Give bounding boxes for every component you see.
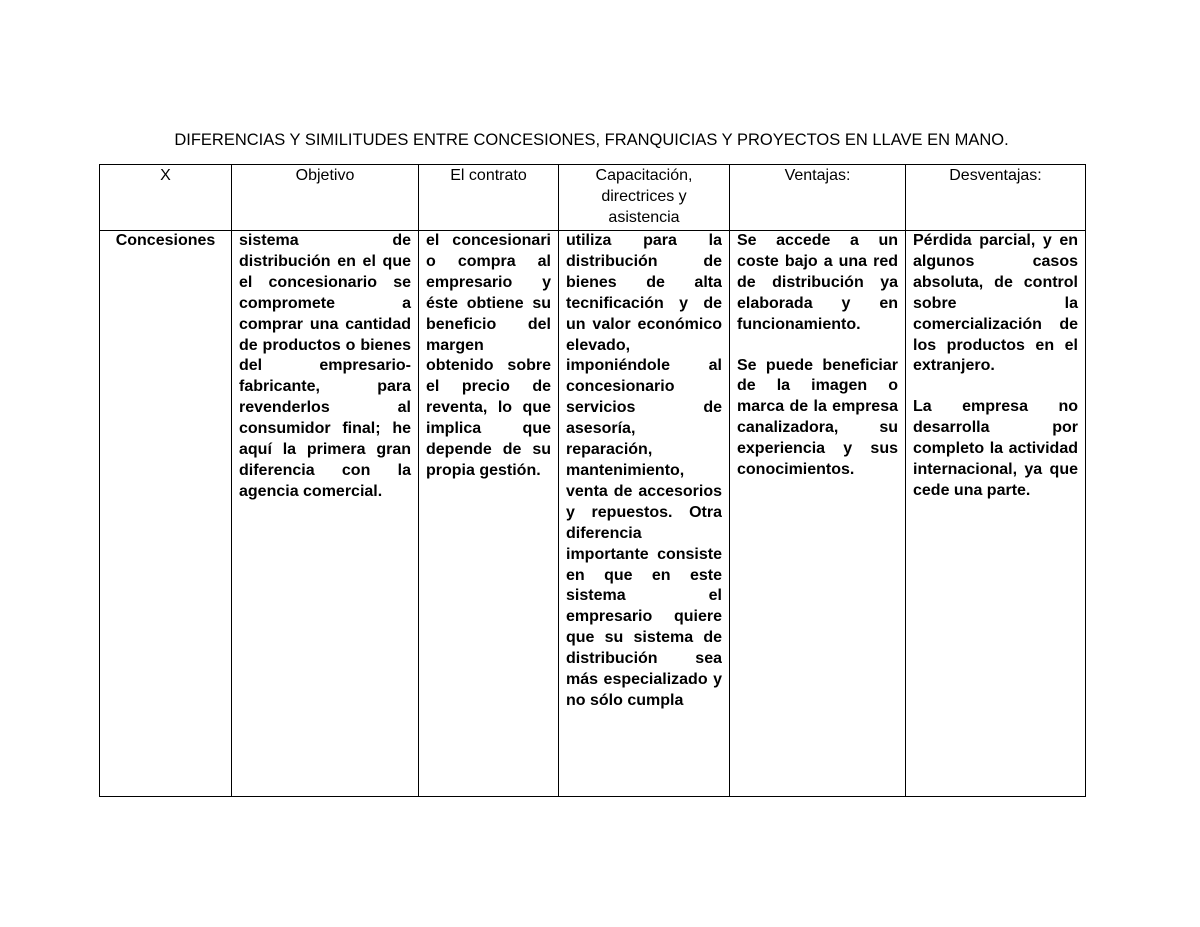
- cell-capacitacion: [559, 231, 730, 797]
- document-title: DIFERENCIAS Y SIMILITUDES ENTRE CONCESIONES, FRANQUICIAS Y PROYECTOS EN LLAVE EN MANO.: [174, 131, 1009, 149]
- desventajas-paragraph-1: Pérdida parcial, y en algunos casos absoluta, de control sobre la comercialización de los productos en el extranjero.: [913, 232, 1078, 375]
- cell-desventajas: [906, 231, 1086, 797]
- header-desventajas: Desventajas:: [906, 165, 1086, 231]
- table-header-row: [100, 165, 1086, 231]
- desventajas-paragraph-2: La empresa no desarrolla por completo la actividad internacional, ya que cede una parte.: [913, 398, 1078, 499]
- header-ventajas: Ventajas:: [730, 165, 906, 231]
- header-x: X: [100, 165, 232, 231]
- comparison-table: [99, 164, 1086, 797]
- header-objetivo: Objetivo: [232, 165, 419, 231]
- ventajas-paragraph-2: Se puede beneficiar de la imagen o marca de la empresa canalizadora, su experiencia y sus conocimientos.: [737, 356, 898, 479]
- cell-contrato: el concesionari o compra al empresario y éste obtiene su beneficio del margen obtenido sobre el precio de reventa, lo que implica que depende de su propia gestión.: [419, 231, 559, 797]
- cell-ventajas: [730, 231, 906, 797]
- capacitacion-text: utiliza para la distribución de bienes de alta tecnificación y de un valor económico elevado, imponiéndole al concesionario servicios de asesoría, reparación, mantenimiento, venta de accesorios y repuestos. Otra diferencia importante consiste en que en este sistema el empresario quiere que su sistema de distribución sea más especializado y no sólo cumpla: [566, 232, 722, 709]
- table-row: [100, 231, 1086, 797]
- ventajas-paragraph-1: Se accede a un coste bajo a una red de distribución ya elaborada y en funcionamiento.: [737, 232, 898, 333]
- header-capacitacion: Capacitación, directrices y asistencia: [559, 165, 730, 231]
- header-contrato: El contrato: [419, 165, 559, 231]
- cell-objetivo: sistema de distribución en el que el concesionario se compromete a comprar una cantidad de productos o bienes del empresario-fabricante, para revenderlos al consumidor final; he aquí la primera gran diferencia con la agencia comercial.: [232, 231, 419, 797]
- row-label-concesiones: Concesiones: [100, 231, 232, 797]
